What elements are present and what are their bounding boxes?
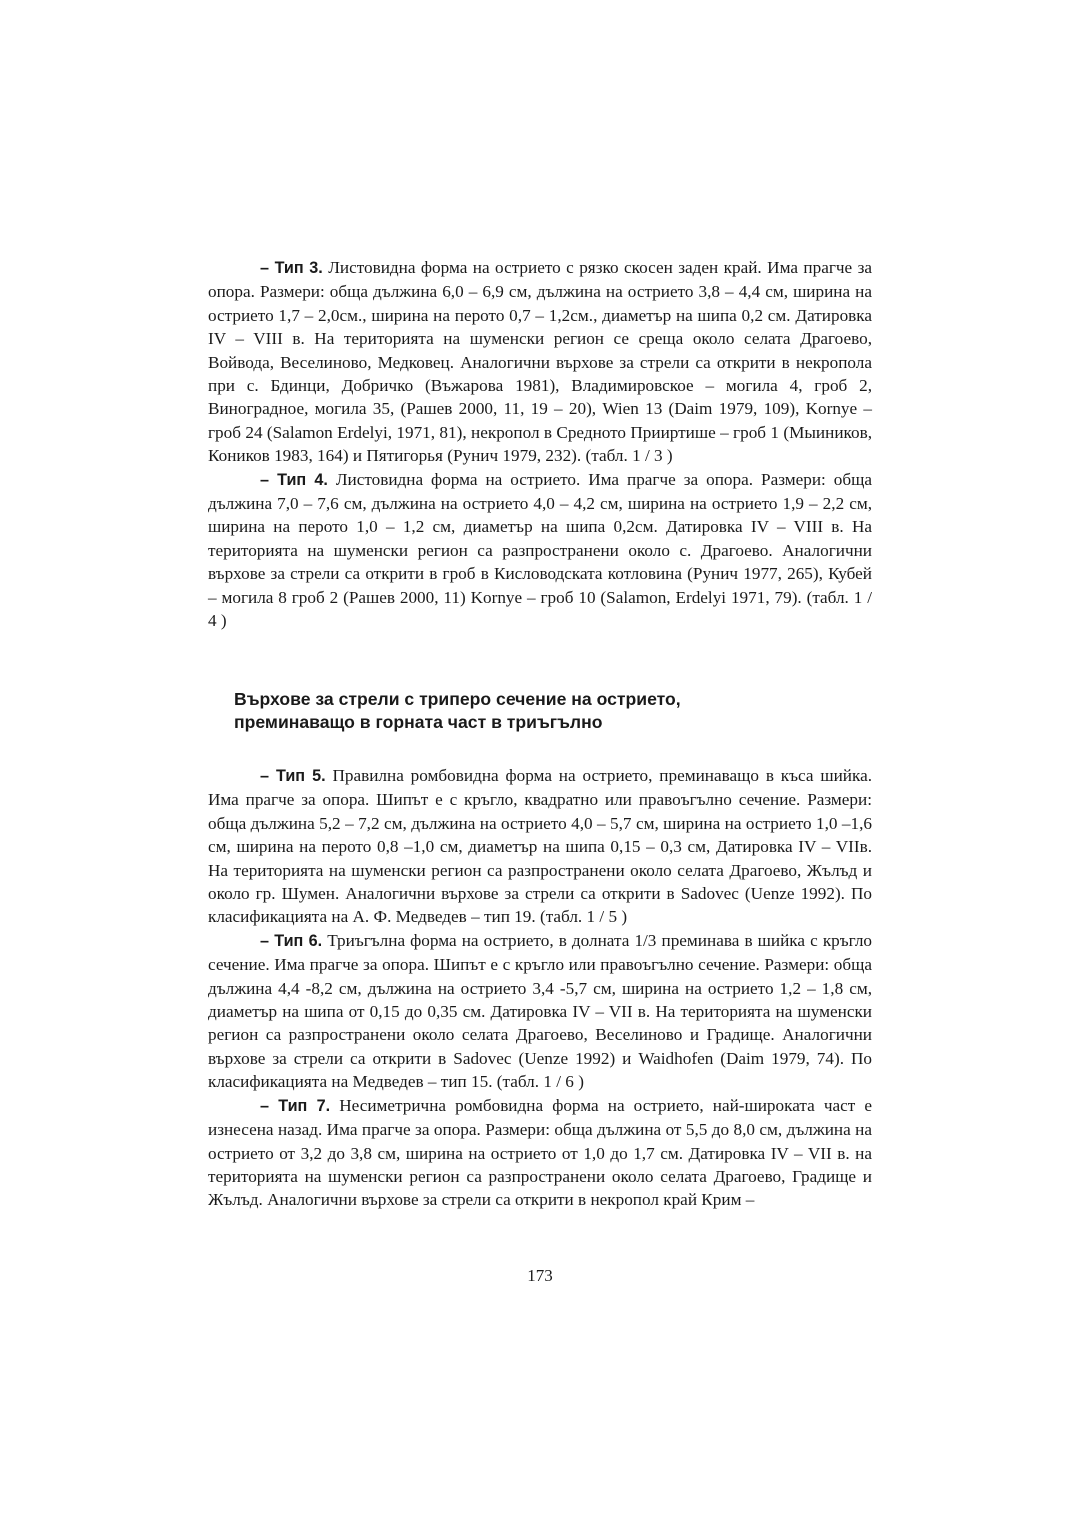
type-3-label: – Тип 3. (260, 259, 323, 277)
page-number: 173 (527, 1266, 553, 1285)
paragraph-type-3 (208, 256, 872, 468)
text-section-types-5-7 (208, 764, 872, 1212)
type-7-label: – Тип 7. (260, 1096, 331, 1115)
type-4-text: Листовидна форма на острието. Има прагче за опора. Размери: обща дължина 7,0 – 7,6 см, дължина на острието 4,0 – 4,2 см, ширина на острието 1,9 – 2,2 см, ширина на перото 1,0 – 1,2 см, диаметър на шипа 0,2см. Датировка IV – VIII в. На територията на шуменски регион са разпространени около с. Драгоево. Аналогични върхове за стрели са открити в гроб в Кисловодската котловина (Рунич 1977, 265), Кубей – могила 8 гроб 2 (Рашев 2000, 11) Kornye – гроб 10 (Salamon, Erdelyi 1971, 79). (табл. 1 / 4 ) (208, 469, 872, 631)
paragraph-type-7 (208, 1094, 872, 1212)
paragraph-type-4 (208, 468, 872, 633)
section-heading-line-1: Върхове за стрели с триперо сечение на острието, (234, 689, 681, 709)
section-heading-line-2: преминаващо в горната част в триъгълно (234, 712, 603, 732)
type-5-label: – Тип 5. (260, 767, 326, 785)
type-3-text: Листовидна форма на острието с рязко скосен заден край. Има прагче за опора. Размери: обща дължина 6,0 – 6,9 см, дължина на острието 3,8 – 4,4 см, ширина на острието 1,7 – 2,0см., ширина на перото 0,7 – 1,2см., диаметър на шипа 0,2 см. Датировка IV – VIII в. На територията на шуменски регион се среща около селата Драгоево, Войвода, Веселиново, Медковец. Аналогични върхове за стрели са открити в некропола при с. Бдинци, Добричко (Въжарова 1981), Владимировское – могила 4, гроб 2, Виноградное, могила 35, (Рашев 2000, 11, 19 – 20), Wien 13 (Daim 1979, 109), Kornye – гроб 24 (Salamon Erdelyi, 1971, 81), некропол в Средното Прииртише – гроб 1 (Мыиников, Коников 1983, 164) и Пятигорья (Рунич 1979, 232). (табл. 1 / 3 ) (208, 258, 872, 466)
type-6-label: – Тип 6. (260, 931, 323, 950)
type-6-text: Триъгълна форма на острието, в долната 1/3 преминава в шийка с кръгло сечение. Има прагче за опора. Шипът е с кръгло или правоъгълно сечение. Размери: обща дължина 4,4 -8,2 см, дължина на острието 3,4 -5,7 см, ширина на острието 1,2 – 1,8 см, диаметър на шипа от 0,15 до 0,35 см. Датировка IV – VII в. На територията на шуменски регион са разпространени около селата Драгоево, Веселиново и Градище. Аналогични върхове за стрели са открити в Sadovec (Uenze 1992) и Waidhofen (Daim 1979, 74). По класификацията на Медведев – тип 15. (табл. 1 / 6 ) (208, 930, 873, 1092)
type-7-text: Несиметрична ромбовидна форма на острието, най-широката част е изнесена назад. Има прагче за опора. Размери: обща дължина от 5,5 до 8,0 см, дължина на острието от 3,2 до 3,8 см, ширина на острието от 1,0 до 1,7 см. Датировка IV – VII в. на територията на шуменски регион са разпространени около селата Драгоево, Градище и Жълъд. Аналогични върхове за стрели са открити в некропол край Крим – (208, 1095, 872, 1210)
type-4-label: – Тип 4. (260, 470, 328, 489)
section-heading (234, 688, 874, 734)
paragraph-type-5 (208, 764, 872, 929)
text-section-types-3-4 (208, 256, 872, 633)
paragraph-type-6 (208, 929, 872, 1094)
type-5-text: Правилна ромбовидна форма на острието, преминаващо в къса шийка. Има прагче за опора. Шипът е с кръгло, квадратно или правоъгълно сечение. Размери: обща дължина 5,2 – 7,2 см, дължина на острието 4,0 – 5,7 см, ширина на острието 1,0 –1,6 см, ширина на перото 0,8 –1,0 см, диаметър на шипа 0,15 – 0,3 см, Датировка IV – VIIв. На територията на шуменски регион са разпространени около селата Драгоево, Жълъд и около гр. Шумен. Аналогични върхове за стрели са открити в Sadovec (Uenze 1992). По класификацията на А. Ф. Медведев – тип 19. (табл. 1 / 5 ) (208, 766, 872, 927)
